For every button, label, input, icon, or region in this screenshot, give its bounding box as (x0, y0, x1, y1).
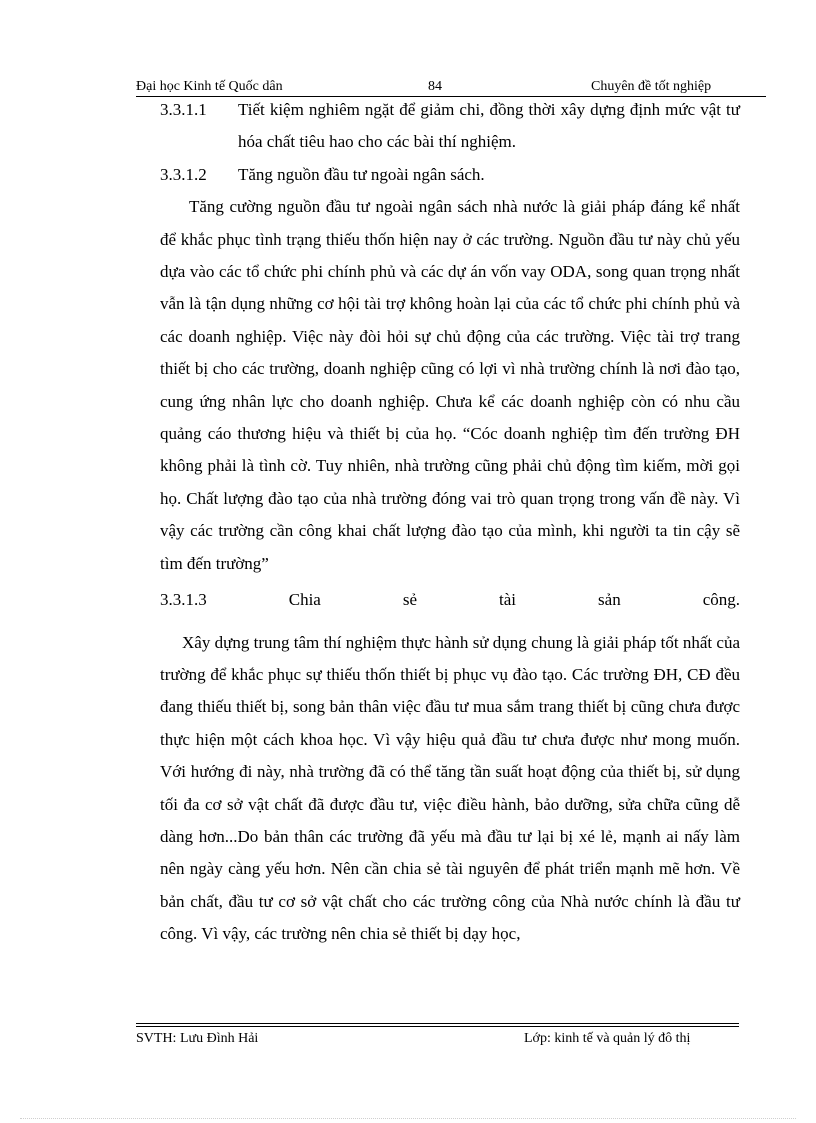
heading-word: Chia (288, 590, 321, 610)
section-number: 3.3.1.1 (160, 100, 207, 119)
footer-rule (136, 1023, 739, 1024)
section-text: Tiết kiệm nghiêm ngặt để giảm chi, đồng thời xây dựng định mức vật tư hóa chất tiêu hao cho các bài thí nghiệm. (238, 100, 740, 152)
page-body (160, 94, 740, 951)
footer-student: SVTH: Lưu Đình Hải (136, 1031, 259, 1046)
header-document-type: Chuyên đề tốt nghiệp (591, 79, 712, 94)
heading-word: sản (598, 590, 621, 610)
body-paragraph-2: Xây dựng trung tâm thí nghiệm thực hành sử dụng chung là giải pháp tốt nhất của trường để khắc phục sự thiếu thốn thiết bị phục vụ đào tạo. Các trường ĐH, CĐ đều đang thiếu thiết bị, song bản thân việc đầu tư mua sắm trang thiết bị cũng chưa được thực hiện một cách khoa học. Vì vậy hiệu quả đầu tư chưa được như mong muốn. Với hướng đi này, nhà trường đã có thể tăng tần suất hoạt động của thiết bị, sử dụng tối đa cơ sở vật chất đã được đầu tư, việc điều hành, bảo dưỡng, sửa chữa cũng dễ dàng hơn...Do bản thân các trường đã yếu mà đầu tư lại bị xé lẻ, mạnh ai nấy làm nên ngày càng yếu hơn. Nên cần chia sẻ tài nguyên để phát triển mạnh mẽ hơn. Về bản chất, đầu tư cơ sở vật chất cho các trường công của Nhà nước chính là đầu tư công. Vì vậy, các trường nên chia sẻ thiết bị dạy học, (160, 632, 740, 944)
header-page-number: 84 (428, 79, 442, 94)
header-university: Đại học Kinh tế Quốc dân (136, 79, 283, 94)
body-paragraph-1: Tăng cường nguồn đầu tư ngoài ngân sách nhà nước là giải pháp đáng kể nhất để khắc phục tình trạng thiếu thốn hiện nay ở các trường. Nguồn đầu tư này chủ yếu dựa vào các tổ chức phi chính phủ và các dự án vốn vay ODA, song quan trọng nhất vẫn là tận dụng những cơ hội tài trợ không hoàn lại của các tổ chức phi chính phủ và các doanh nghiệp. Việc này đòi hỏi sự chủ động của các trường. Việc tài trợ trang thiết bị cho các trường, doanh nghiệp cũng có lợi vì nhà trường chính là nơi đào tạo, cung ứng nhân lực cho doanh nghiệp. Chưa kể các doanh nghiệp còn có nhu cầu quảng cáo thương hiệu và thiết bị của họ. “Cóc doanh nghiệp tìm đến trường ĐH không phải là tình cờ. Tuy nhiên, nhà trường cũng phải chủ động tìm kiếm, mời gọi họ. Chất lượng đào tạo của nhà trường đóng vai trò quan trọng trong vấn đề này. Vì vậy các trường cần công khai chất lượng đào tạo của mình, khi người ta tin cậy sẽ tìm đến trường” (160, 197, 740, 573)
section-heading-3-3-1-2 (160, 159, 740, 191)
heading-word: công. (702, 590, 740, 610)
page-bottom-dotted-line (20, 1118, 796, 1119)
section-heading-3-3-1-1 (160, 94, 740, 159)
section-number: 3.3.1.2 (160, 164, 207, 184)
heading-word: sẻ (402, 590, 418, 610)
footer-class: Lớp: kinh tế và quản lý đô thị (524, 1031, 691, 1046)
heading-word: tài (499, 590, 517, 610)
footer-rule (136, 1026, 739, 1027)
section-heading-3-3-1-3 (160, 584, 740, 616)
section-number: 3.3.1.3 (160, 590, 207, 610)
section-text: Tăng nguồn đầu tư ngoài ngân sách. (238, 164, 485, 184)
